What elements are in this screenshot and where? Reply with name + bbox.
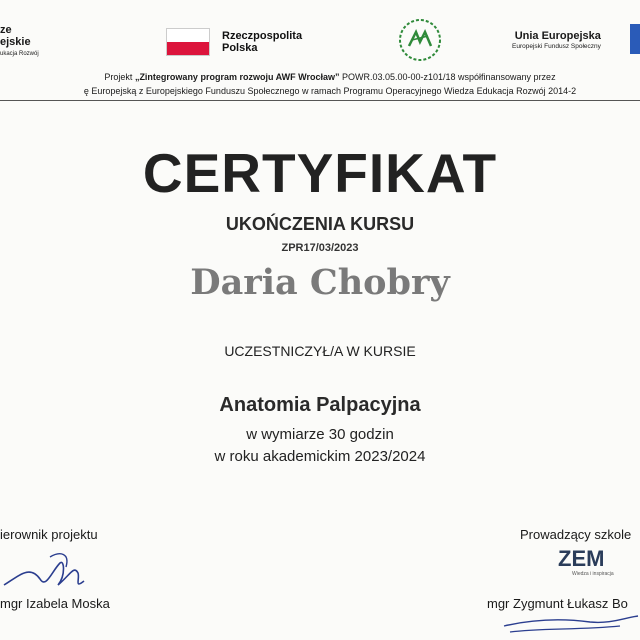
- trainer-name: mgr Zygmunt Łukasz Bo: [487, 596, 628, 611]
- zem-logo-icon: [556, 544, 626, 578]
- awf-logo-icon: [398, 18, 442, 62]
- participant-name: Daria Chobry: [190, 262, 450, 303]
- participated-label: UCZESTNICZYŁ/A W KURSIE: [224, 343, 416, 359]
- logo-fundusze-europejskie: [0, 24, 39, 60]
- project-lead-label: ierownik projektu: [0, 527, 98, 542]
- trainer-signature-icon: [500, 606, 640, 636]
- svg-text:ZEM: ZEM: [558, 546, 605, 571]
- ue-title: Unia Europejska: [514, 30, 601, 42]
- logo-left-line2: ejskie: [0, 36, 31, 48]
- logo-left-line1: ze: [0, 24, 12, 36]
- trainer-label: Prowadzący szkole: [520, 527, 632, 542]
- eu-flag-icon: [630, 24, 640, 54]
- poland-flag-icon: [166, 28, 210, 56]
- certificate-title: CERTYFIKAT: [142, 142, 498, 204]
- rp-line2: Polska: [222, 42, 258, 54]
- logo-unia-europejska: [512, 30, 601, 51]
- rp-line1: Rzeczpospolita: [222, 30, 303, 42]
- course-name: Anatomia Palpacyjna: [219, 394, 421, 416]
- project-lead-signature-icon: [0, 545, 130, 600]
- project-lead-name: mgr Izabela Moska: [0, 596, 110, 611]
- logo-rzeczpospolita: [222, 30, 302, 54]
- logo-left-line3: ukacja Rozwój: [0, 51, 39, 57]
- academic-year: w roku akademickim 2023/2024: [214, 448, 426, 465]
- header-divider: [0, 100, 640, 101]
- certificate-code: ZPR17/03/2023: [281, 242, 359, 254]
- ue-subtitle: Europejski Fundusz Społeczny: [512, 43, 601, 50]
- svg-text:Wiedza i inspiracja: Wiedza i inspiracja: [572, 571, 614, 577]
- project-line-2: ę Europejską z Europejskiego Funduszu Społecznego w ramach Programu Operacyjnego Wiedza Edukacja Rozwój 2014-2: [83, 86, 577, 96]
- certificate-subtitle: UKOŃCZENIA KURSU: [225, 214, 415, 234]
- project-line-1: Projekt „Zintegrowany program rozwoju AWF Wrocław” POWR.03.05.00-00-z101/18 współfinansowany przez: [104, 72, 556, 82]
- course-scope: w wymiarze 30 godzin: [246, 426, 394, 443]
